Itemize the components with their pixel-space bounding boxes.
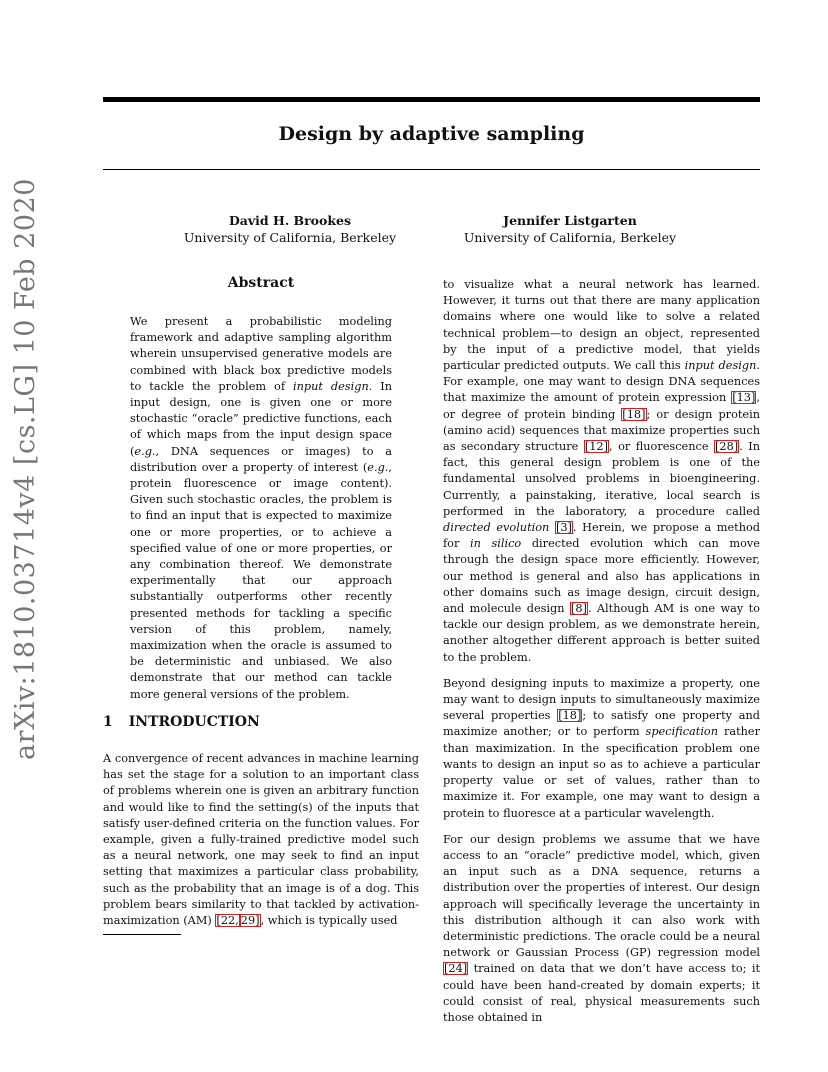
paragraph: to visualize what a neural network has learned. However, it turns out that there are many application domains where one would like to solve a related technical problem—to design an object, represented by the input of a predictive model, that yields particular predicted outputs. We call this input design. For example, one may want to design DNA sequences that maximize the amount of protein expression [13], or degree of protein binding [18]; or design protein (amino acid) sequences that maximize properties such as secondary structure [12], or fluorescence [28]. In fact, this general design problem is one of the fundamental unsolved problems in bioengineering. Currently, a painstaking, iterative, local search is performed in the laboratory, a procedure called directed evolution [3]. Herein, we propose a method for in silico directed evolution which can move through the design space more efficiently. However, our method is general and also has applications in other domains such as image design, circuit design, and molecule design [8]. Although AM is one way to tackle our design problem, as we demonstrate herein, another altogether different approach is better suited to the problem. [443, 278, 761, 664]
footnote-rule [103, 934, 181, 935]
paragraph: For our design problems we assume that we have access to an “oracle” predictive model, which, given an input such as a DNA sequence, returns a distribution over the properties of interest. Our design approach will specifically leverage the uncertainty in this distribution although it can also work with deterministic predictions. The oracle could be a neural network or Gaussian Process (GP) regression model [24] trained on data that we don’t have access to; it could have been hand-created by domain experts; it could consist of real, physical measurements such those obtained in [443, 832, 760, 1024]
paper-title: Design by adaptive sampling [278, 123, 585, 145]
citation-link[interactable]: [13] [732, 391, 756, 405]
arxiv-identifier-stamp: arXiv:1810.03714v4 [cs.LG] 10 Feb 2020 [10, 178, 41, 760]
title-top-rule [103, 97, 760, 102]
citation-link[interactable]: [3] [555, 521, 572, 535]
author-affiliation: University of California, Berkeley [183, 230, 397, 245]
section-number: 1 [103, 714, 113, 730]
section-title: INTRODUCTION [128, 714, 260, 730]
citation-link[interactable]: [8] [570, 602, 587, 616]
author-affiliation: University of California, Berkeley [463, 230, 677, 245]
author-block-1 [165, 212, 415, 246]
citation-link[interactable]: [18] [622, 407, 646, 421]
citation-link[interactable]: [22, [216, 914, 239, 928]
title-bottom-rule [103, 169, 760, 170]
intro-left-column: A convergence of recent advances in machine learning has set the stage for a solution to an important class of problems wherein one is given an arbitrary function and would like to find the setting(s) of the inputs that satisfy user-defined criteria on the function values. For example, given a fully-trained predictive model such as a neural network, one may seek to find an input setting that maximizes a particular class probability, such as the probability that an image is of a dog. This problem bears similarity to that tackled by activation-maximization (AM) [22, 29], which is typically used [103, 752, 419, 928]
author-name: Jennifer Listgarten [503, 213, 637, 228]
paragraph: Beyond designing inputs to maximize a property, one may want to design inputs to simultaneously maximize several properties [18]; to satisfy one property and maximize another; or to perform specification rather than maximization. In the specification problem one wants to design an input so as to achieve a particular property value or set of values, rather than to maximize it. For example, one may want to design a protein to fluoresce at a particular wavelength. [443, 676, 760, 820]
citation-link[interactable]: [18] [558, 709, 582, 723]
citation-link[interactable]: [28] [715, 440, 739, 454]
author-name: David H. Brookes [228, 213, 352, 228]
citation-link[interactable]: 29] [240, 914, 260, 928]
author-block-2 [445, 212, 695, 246]
abstract-heading: Abstract [227, 275, 295, 291]
citation-link[interactable]: [24] [444, 962, 468, 976]
abstract-body: We present a probabilistic modeling framework and adaptive sampling algorithm wherein unsupervised generative models are combined with black box predictive models to tackle the problem of input design. In input design, one is given one or more stochastic “oracle” predictive functions, each of which maps from the input design space (e.g., DNA sequences or images) to a distribution over a property of interest (e.g., protein fluorescence or image content). Given such stochastic oracles, the problem is to find an input that is expected to maximize one or more properties, or to achieve a specified value of one or more properties, or any combination thereof. We demonstrate experimentally that our approach substantially outperforms other recently presented methods for tackling a specific version of this problem, namely, maximization when the oracle is assumed to be deterministic and unbiased. We also demonstrate that our method can tackle more general versions of the problem. [130, 315, 392, 701]
intro-right-column [443, 277, 760, 1036]
section-heading-introduction [103, 714, 260, 730]
citation-link[interactable]: [12] [584, 440, 609, 454]
